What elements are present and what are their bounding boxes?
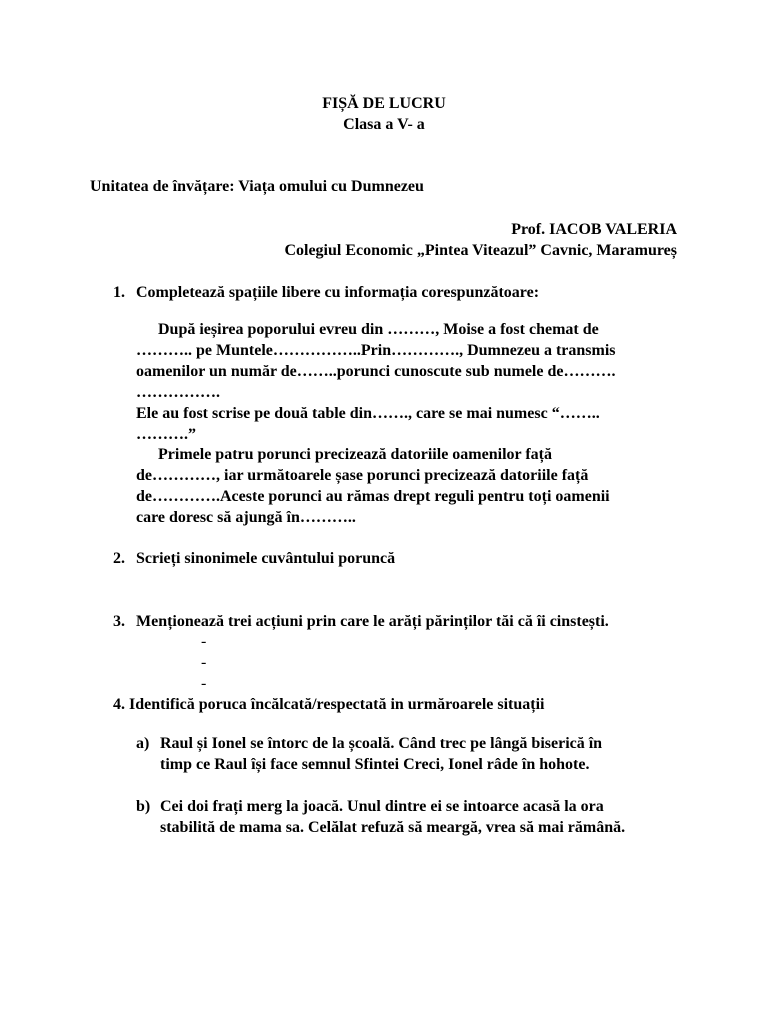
fill-blank-line: ……………. (136, 384, 220, 401)
worksheet-subtitle: Clasa a V- a (343, 116, 425, 133)
exercise-number: 3. (113, 613, 125, 630)
fill-blank-line: Primele patru porunci precizează datoriile oamenilor față (158, 446, 552, 463)
answer-dash: - (201, 654, 207, 671)
exercise-number: 1. (113, 284, 125, 301)
answer-dash: - (201, 675, 207, 692)
situation-line: Raul și Ionel se întorc de la școală. Când trec pe lângă biserică în (160, 735, 603, 752)
exercise-number: 2. (113, 550, 125, 567)
situation-label: a) (136, 735, 150, 752)
exercise-2-instruction: Scrieți sinonimele cuvântului poruncă (136, 550, 396, 567)
fill-blank-line: oamenilor un număr de……..porunci cunoscute sub numele de………. (136, 363, 616, 380)
author-name: Prof. IACOB VALERIA (511, 221, 677, 238)
fill-blank-line: Ele au fost scrise pe două table din……., care se mai numesc “…….. (136, 405, 600, 422)
fill-blank-line: de…………, iar următoarele șase porunci precizează datoriile față (136, 467, 589, 484)
answer-dash: - (201, 633, 207, 650)
situation-label: b) (136, 798, 151, 815)
worksheet-title: FIȘĂ DE LUCRU (322, 95, 446, 112)
author-school: Colegiul Economic „Pintea Viteazul” Cavnic, Maramureș (284, 242, 677, 259)
exercise-3-instruction: Menționează trei acțiuni prin care le arăți părinților tăi că îi cinstești. (136, 613, 609, 630)
situation-line: stabilită de mama sa. Celălat refuză să meargă, vrea să mai rămână. (160, 819, 626, 836)
fill-blank-line: ……….” (136, 426, 196, 443)
fill-blank-line: După ieșirea poporului evreu din ………, Moise a fost chemat de (158, 321, 599, 338)
fill-blank-line: care doresc să ajungă în……….. (136, 509, 356, 526)
fill-blank-line: ……….. pe Muntele……………..Prin…………., Dumnezeu a transmis (136, 342, 616, 359)
exercise-4-instruction: 4. Identifică poruca încălcată/respectată in urmăroarele situații (113, 696, 545, 713)
situation-line: Cei doi frați merg la joacă. Unul dintre ei se intoarce acasă la ora (160, 798, 604, 815)
unit-line: Unitatea de învățare: Viața omului cu Dumnezeu (90, 178, 424, 195)
fill-blank-line: de………….Aceste porunci au rămas drept reguli pentru toți oamenii (136, 488, 610, 505)
exercise-1-instruction: Completează spațiile libere cu informația corespunzătoare: (136, 284, 540, 301)
situation-line: timp ce Raul își face semnul Sfintei Creci, Ionel râde în hohote. (160, 756, 590, 773)
